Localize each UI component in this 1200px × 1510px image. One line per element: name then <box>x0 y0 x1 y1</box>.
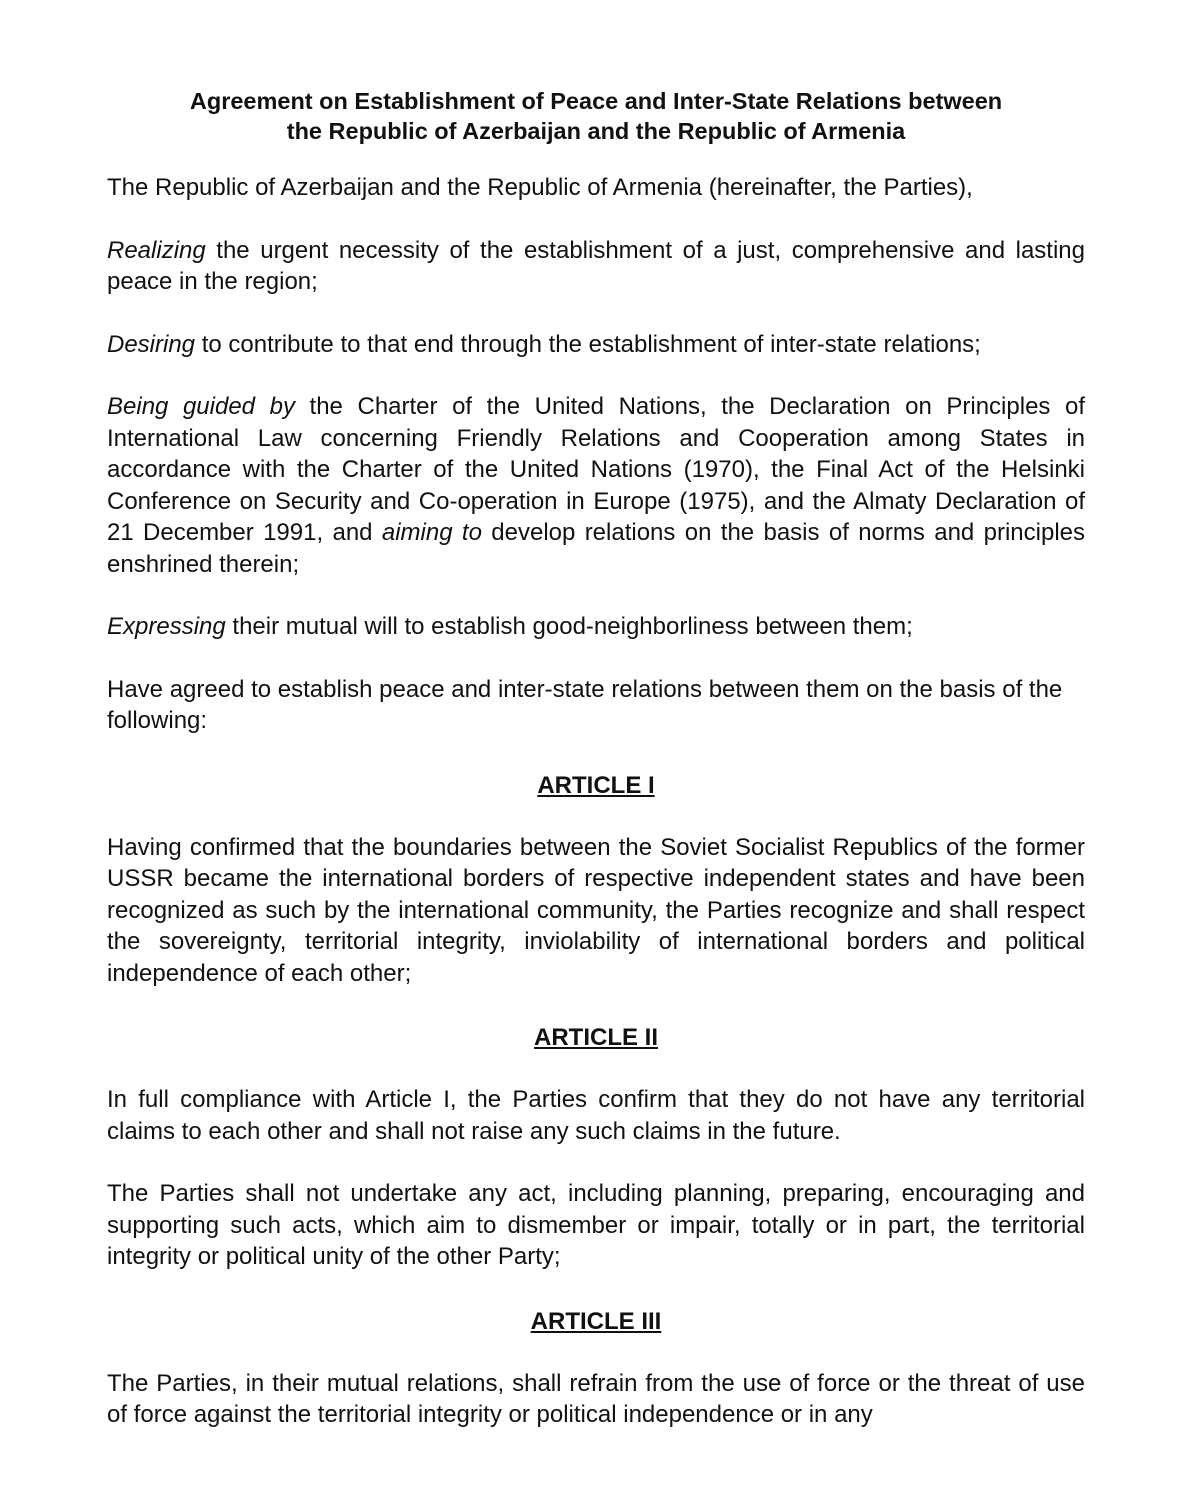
article-1-heading: ARTICLE I <box>537 771 655 799</box>
preamble-guided-text-1: the Charter of the United Nations, the Declaration on Principles of International Law concerning Friendly Relations and Cooperation among States in accordance with the Charter of the United Nations (1970), the Final Act of the Helsinki Conference on Security and Co-operation in Europe (1975), and the Almaty Declaration of 21 December 1991, and <box>107 393 1086 546</box>
preamble-desiring <box>107 329 1085 361</box>
article-1-paragraph-1: Having confirmed that the boundaries between the Soviet Socialist Republics of the former USSR became the international borders of respective independent states and have been recognized as such by the international community, the Parties recognize and shall respect the sovereignty, territorial integrity, inviolability of international borders and political independence of each other; <box>107 833 1085 987</box>
article-2-paragraph-1: In full compliance with Article I, the Parties confirm that they do not have any territorial claims to each other and shall not raise any such claims in the future. <box>107 1086 1085 1145</box>
preamble-expressing-text: their mutual will to establish good-neighborliness between them; <box>225 613 913 640</box>
preamble-desiring-lead: Desiring <box>107 330 196 358</box>
document-title-line-1: Agreement on Establishment of Peace and Inter-State Relations between <box>189 88 1003 114</box>
preamble-desiring-text: to contribute to that end through the establishment of inter-state relations; <box>195 330 981 358</box>
document-page <box>107 86 1085 1431</box>
document-title-line-2: the Republic of Azerbaijan and the Republic of Armenia <box>286 118 906 144</box>
article-3-heading: ARTICLE III <box>530 1307 662 1335</box>
preamble-guided <box>107 391 1085 580</box>
preamble-expressing-lead: Expressing <box>107 613 226 640</box>
preamble-agreed: Have agreed to establish peace and inter-state relations between them on the basis of the following: <box>107 675 1063 734</box>
article-2-paragraph-2: The Parties shall not undertake any act, including planning, preparing, encouraging and supporting such acts, which aim to dismember or impair, totally or in part, the territorial integrity or political unity of the other Party; <box>107 1180 1085 1270</box>
preamble-realizing-lead: Realizing <box>107 236 206 264</box>
preamble-expressing <box>107 611 1085 643</box>
preamble-realizing-text: the urgent necessity of the establishment of a just, comprehensive and lasting peace in the region; <box>107 236 1085 295</box>
document-title <box>107 86 1085 146</box>
article-3-paragraph-1: The Parties, in their mutual relations, shall refrain from the use of force or the threat of use of force against the territorial integrity or political independence or in any <box>107 1369 1085 1428</box>
preamble-guided-text-2: develop relations on the basis of norms and principles enshrined therein; <box>107 519 1085 578</box>
preamble-parties: The Republic of Azerbaijan and the Republic of Armenia (hereinafter, the Parties), <box>107 174 973 201</box>
preamble-guided-lead: Being guided by <box>107 393 295 420</box>
preamble-realizing <box>107 235 1085 298</box>
preamble-guided-aiming: aiming to <box>381 519 482 546</box>
article-2-heading: ARTICLE II <box>534 1024 658 1051</box>
